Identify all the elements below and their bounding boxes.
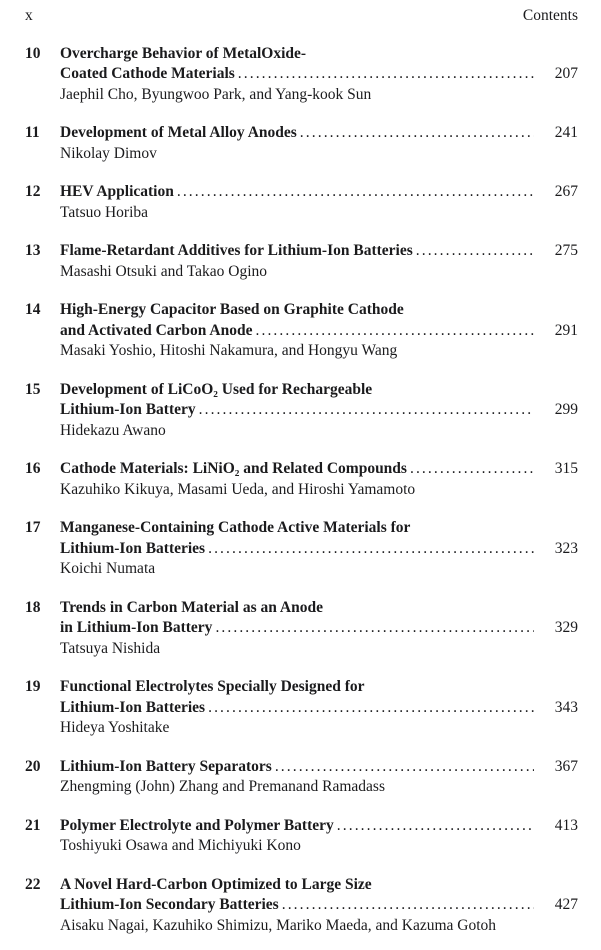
chapter-number: 17: [25, 519, 41, 536]
dot-leader: [208, 698, 534, 719]
dot-leader: [300, 123, 534, 144]
toc-entry-22: [25, 875, 578, 937]
dot-leader: [275, 757, 534, 778]
chapter-title: Lithium-Ion Secondary Batteries: [60, 896, 279, 913]
chapter-title-line: A Novel Hard-Carbon Optimized to Large Size: [60, 875, 372, 893]
dot-leader: [282, 895, 534, 916]
chapter-authors: Masaki Yoshio, Hitoshi Nakamura, and Hongyu Wang: [60, 342, 398, 359]
page-number: 343: [554, 698, 578, 716]
chapter-number: 16: [25, 460, 41, 477]
dot-leader: [215, 618, 534, 639]
chapter-authors: Aisaku Nagai, Kazuhiko Shimizu, Mariko Maeda, and Kazuma Gotoh: [60, 916, 497, 934]
chapter-number: 15: [25, 380, 41, 398]
chapter-title: Development of Metal Alloy Anodes: [60, 124, 297, 141]
running-head: [25, 6, 578, 27]
chapter-number: 22: [25, 875, 41, 893]
chapter-authors: Tatsuo Horiba: [60, 203, 149, 221]
dot-leader: [337, 816, 534, 837]
dot-leader: [238, 64, 534, 85]
page-number: 329: [554, 619, 578, 636]
toc-entry-14: [25, 300, 578, 362]
chapter-number: 12: [25, 183, 41, 200]
chapter-title: Lithium-Ion Battery Separators: [60, 757, 272, 775]
chapter-number: 13: [25, 242, 41, 259]
page-number: 241: [554, 124, 578, 141]
chapter-number: 10: [25, 44, 41, 62]
chapter-title: Lithium-Ion Battery: [60, 401, 196, 418]
chapter-title-line: High-Energy Capacitor Based on Graphite Cathode: [60, 301, 404, 318]
toc-entry-19: [25, 677, 578, 739]
page-number: 207: [554, 65, 578, 82]
page-number: 299: [554, 401, 578, 418]
chapter-authors: Zhengming (John) Zhang and Premanand Ramadass: [60, 778, 385, 795]
chapter-title-line: Overcharge Behavior of MetalOxide-: [60, 44, 307, 62]
chapter-title: Flame-Retardant Additives for Lithium-Ion Batteries: [60, 242, 413, 259]
dot-leader: [256, 321, 535, 342]
chapter-title-line: Development of LiCoO₂ Used for Rechargeable: [60, 380, 373, 398]
chapter-authors: Hideya Yoshitake: [60, 719, 170, 736]
chapter-title-line: Manganese-Containing Cathode Active Materials for: [60, 519, 411, 536]
toc-entry-20: [25, 757, 578, 798]
chapter-authors: Tatsuya Nishida: [60, 639, 161, 657]
page-number: 367: [554, 757, 578, 775]
page-number: 323: [554, 539, 578, 557]
dot-leader: [416, 241, 534, 262]
toc-entry-10: [25, 44, 578, 106]
page-number: 427: [554, 896, 578, 913]
chapter-authors: Jaephil Cho, Byungwoo Park, and Yang-kook Sun: [60, 85, 372, 103]
chapter-title: Cathode Materials: LiNiO₂ and Related Compounds: [60, 460, 407, 477]
toc-entry-16: [25, 459, 578, 500]
chapter-authors: Hidekazu Awano: [60, 421, 166, 439]
page-number: 291: [554, 321, 578, 339]
chapter-title-line: Functional Electrolytes Specially Designed for: [60, 678, 365, 695]
chapter-title: Lithium-Ion Batteries: [60, 539, 206, 557]
dot-leader: [208, 539, 534, 560]
chapter-number: 21: [25, 816, 41, 834]
chapter-authors: Nikolay Dimov: [60, 144, 157, 162]
chapter-number: 11: [25, 124, 40, 141]
chapter-title: Coated Cathode Materials: [60, 65, 235, 82]
chapter-number: 20: [25, 757, 41, 775]
toc-entry-15: [25, 380, 578, 442]
toc-entry-12: [25, 182, 578, 223]
chapter-authors: Koichi Numata: [60, 560, 156, 577]
chapter-title: HEV Application: [60, 183, 174, 200]
page-number: 413: [554, 816, 578, 834]
folio-page-number: x: [25, 7, 33, 24]
toc-entry-13: [25, 241, 578, 282]
toc-entry-18: [25, 598, 578, 660]
chapter-authors: Masashi Otsuki and Takao Ogino: [60, 262, 267, 280]
page-number: 315: [554, 460, 578, 477]
chapter-title: in Lithium-Ion Battery: [60, 619, 213, 636]
dot-leader: [410, 459, 534, 480]
dot-leader: [199, 400, 534, 421]
toc-entry-11: [25, 123, 578, 164]
chapter-title: Polymer Electrolyte and Polymer Battery: [60, 816, 334, 834]
chapter-authors: Toshiyuki Osawa and Michiyuki Kono: [60, 837, 301, 854]
chapter-title-line: Trends in Carbon Material as an Anode: [60, 598, 323, 616]
dot-leader: [177, 182, 534, 203]
chapter-title: Lithium-Ion Batteries: [60, 698, 206, 716]
chapter-title: and Activated Carbon Anode: [60, 321, 253, 339]
chapter-number: 19: [25, 678, 41, 695]
chapter-authors: Kazuhiko Kikuya, Masami Ueda, and Hiroshi Yamamoto: [60, 480, 416, 498]
page-number: 267: [554, 183, 578, 200]
contents-label: Contents: [522, 7, 578, 24]
page-number: 275: [554, 242, 578, 259]
toc-entry-17: [25, 518, 578, 580]
chapter-number: 18: [25, 598, 41, 616]
toc-entry-21: [25, 816, 578, 857]
chapter-number: 14: [25, 301, 41, 318]
